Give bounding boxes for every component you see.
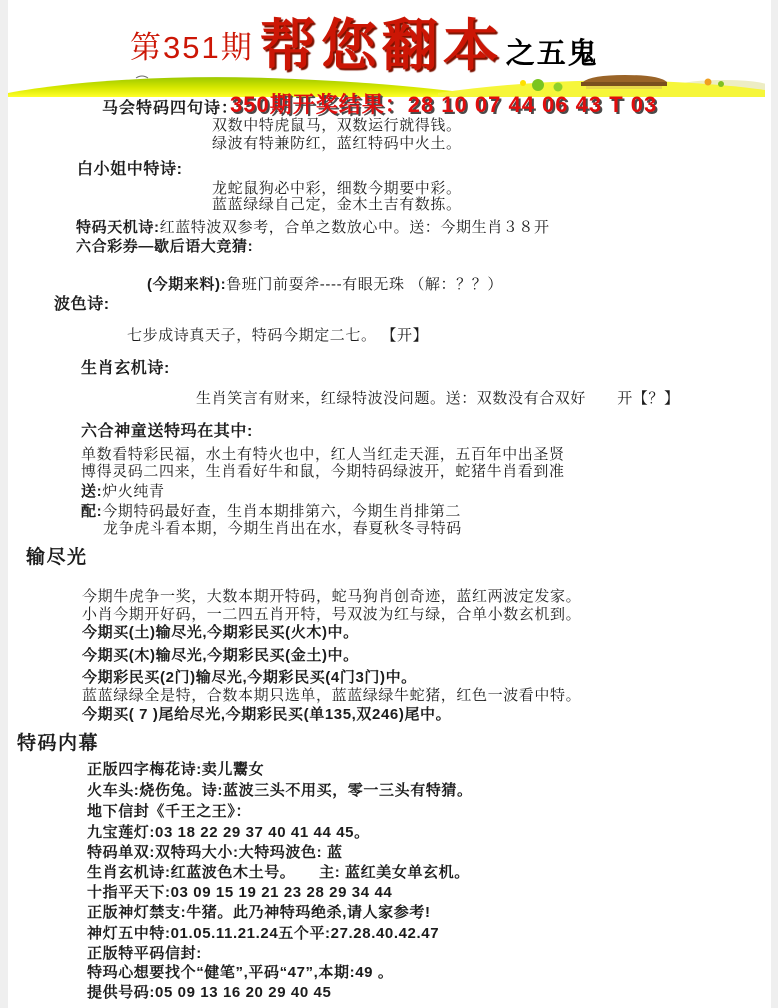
draw-result-text: 350期开奖结果：28 10 07 44 06 43 T 03 — [230, 92, 658, 117]
line-text: 鲁班门前耍斧----有眼无珠 （解：？？） — [226, 276, 503, 293]
result-row-label: 马会特码四句诗： — [102, 100, 239, 117]
neimu-line: 火车头:烧伤兔。诗:蓝波三头不用买，零一三头有特猜。 — [87, 782, 473, 799]
song-line — [81, 483, 165, 501]
line-label: 特码天机诗: — [76, 219, 160, 236]
right-page-edge — [771, 0, 778, 1008]
line-text: 红蓝特波双参考，合单之数放心中。送：今期生肖３８开 — [159, 219, 550, 236]
shengxiao-poem: 生肖笑言有财来，红绿特波没问题。送：双数没有合双好 开【？】 — [196, 390, 680, 407]
neimu-line: 十指平天下:03 09 15 19 21 23 28 29 34 44 — [87, 884, 393, 901]
shentong-line: 单数看特彩民福，水土有特火也中，红人当红走天涯，五百年中出圣贤 — [81, 446, 565, 463]
issue-label: 第351期 — [130, 30, 254, 65]
shrub-icon — [718, 81, 724, 87]
shengxiao-xuanji-heading: 生肖玄机诗: — [81, 360, 170, 377]
masthead — [130, 13, 599, 79]
shujinguang-line: 今期买( 7 )尾给尽光,今期彩民买(单135,双246)尾中。 — [82, 706, 452, 723]
line-label: 送: — [81, 483, 103, 500]
shujinguang-line: 今期买(土)输尽光,今期彩民买(火木)中。 — [82, 624, 359, 641]
line-text: 炉火纯青 — [102, 483, 165, 500]
bose-poem: 七步成诗真天子，特码今期定二七。 【开】 — [127, 327, 429, 344]
bush-icon — [520, 80, 526, 86]
bose-heading: 波色诗: — [54, 296, 110, 313]
shujinguang-heading: 输尽光 — [26, 547, 88, 568]
xiehouyu-heading: 六合彩券—歇后语大竞猜: — [76, 238, 254, 255]
neimu-line: 生肖玄机诗:红蓝波色木土号。 主: 蓝红美女单玄机。 — [87, 864, 470, 881]
line-label: 配: — [81, 503, 103, 520]
sub-title: 之五鬼 — [505, 38, 599, 70]
laijiao-line — [147, 276, 503, 294]
shujinguang-line: 今期彩民买(2门)输尽光,今期彩民买(4门3门)中。 — [82, 669, 417, 686]
neimu-line: 提供号码:05 09 13 16 20 29 40 45 — [87, 984, 332, 1001]
main-title: 帮您翻本 — [259, 13, 504, 79]
neimu-line: 九宝莲灯:03 18 22 29 37 40 41 44 45。 — [87, 824, 370, 841]
hill-squiggle — [136, 76, 148, 78]
line-label: (今期来料): — [147, 276, 227, 293]
tema-neimu-heading: 特码内幕 — [17, 733, 100, 754]
neimu-line: 正版特平码信封: — [87, 945, 202, 962]
neimu-line: 正版四字梅花诗:卖儿鬻女 — [87, 761, 265, 778]
poem-line: 双数中特虎鼠马，双数运行就得钱。 — [212, 117, 462, 134]
tema-tianji-line — [76, 219, 550, 237]
shentong-line: 博得灵码二四来，生肖看好牛和鼠，今期特码绿波开，蛇猪牛肖看到准 — [81, 463, 565, 480]
house-eave-icon — [581, 82, 667, 86]
pei-line — [81, 503, 461, 521]
neimu-line: 特码单双:双特玛大小:大特玛波色: 蓝 — [87, 844, 343, 861]
baixiaojie-heading: 白小姐中特诗: — [77, 161, 183, 178]
neimu-line: 特玛心想要找个“健笔”,平码“47”,本期:49 。 — [87, 964, 394, 981]
shentong-heading: 六合神童送特玛在其中: — [81, 423, 253, 440]
shujinguang-line: 小肖今期开好码，一二四五肖开特，号双波为红与绿，合单小数玄机到。 — [82, 606, 582, 623]
neimu-line: 地下信封《千王之王》： — [87, 803, 252, 820]
shujinguang-line: 蓝蓝绿绿全是特，合数本期只选单，蓝蓝绿绿牛蛇猪，红色一波看中特。 — [82, 687, 582, 704]
line-text: 今期特码最好查，生肖本期排第六，今期生肖排第二 — [102, 503, 462, 520]
poem-line: 龙蛇鼠狗必中彩，细数今期要中彩。 — [212, 180, 462, 197]
poem-line: 蓝蓝绿绿自己定，金木土吉有数拣。 — [212, 196, 462, 213]
shujinguang-line: 今期买(木)输尽光,今期彩民买(金土)中。 — [82, 647, 359, 664]
shrub-icon — [705, 79, 712, 86]
shujinguang-line: 今期牛虎争一奖，大数本期开特码，蛇马狗肖创奇迹，蓝红两波定发家。 — [82, 588, 582, 605]
neimu-line: 正版神灯禁支:牛猪。此乃神特玛绝杀,请人家参考! — [87, 904, 431, 921]
house-roof-icon — [583, 75, 667, 82]
neimu-line: 神灯五中特:01.05.11.21.24五个平:27.28.40.42.47 — [87, 925, 440, 942]
poem-line: 绿波有特兼防红，蓝红特码中火土。 — [212, 135, 462, 152]
left-page-edge — [0, 0, 8, 1008]
pei-line-2: 龙争虎斗看本期，今期生肖出在水，春夏秋冬寻特码 — [103, 520, 462, 537]
